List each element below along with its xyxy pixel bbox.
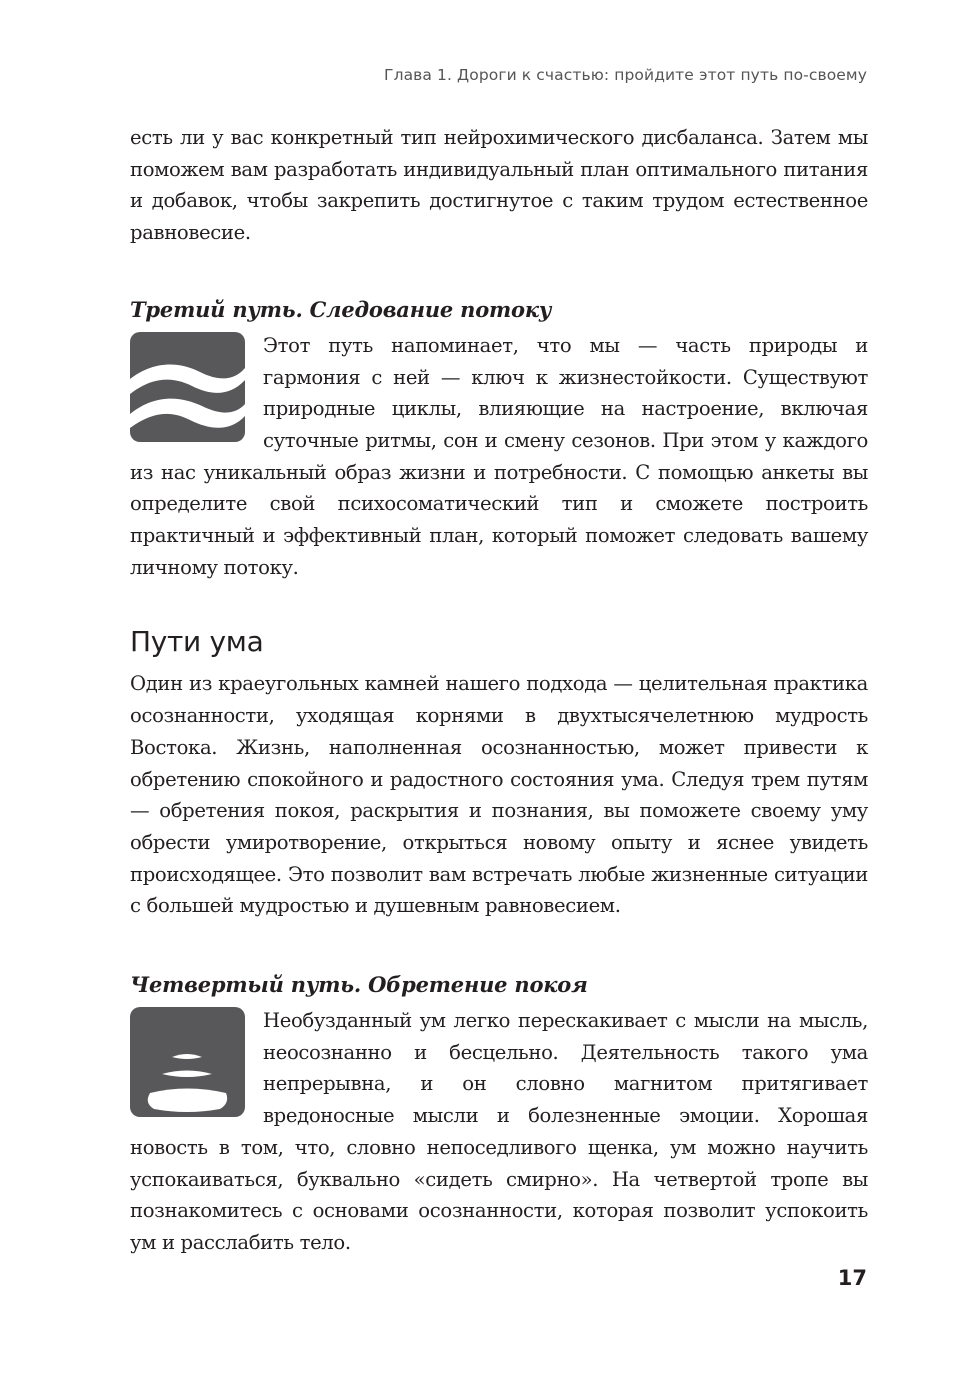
waves-icon	[130, 332, 245, 442]
fourth-path-section	[130, 1005, 868, 1259]
intro-paragraph: есть ли у вас конкретный тип нейрохимического дисбаланса. Затем мы поможем вам разработать индивидуальный план оптимального питания и добавок, чтобы закрепить достигнутое с таким трудом естественное равновесие.	[130, 126, 868, 245]
fourth-path-text: Необузданный ум легко перескакивает с мысли на мысль, неосознанно и бесцельно. Деятельность такого ума непрерывна, и он словно магнитом притягивает вредоносные мысли и болезненные эмоции. Хорошая новость в том, что, словно непоседливого щенка, ум можно научить успокаиваться, буквально «сидеть смирно». На четвертой тропе вы познакомитесь с основами осознанности, которая позволит успокоить ум и расслабить тело.	[130, 1009, 868, 1254]
mind-paths-text: Один из краеугольных камней нашего подхода — целительная практика осознанности, уходящая корнями в двухтысячелетнюю мудрость Востока. Жизнь, наполненная осознанностью, может привести к обретению спокойного и радостного состояния ума. Следуя трем путям — обретения покоя, раскрытия и познания, вы поможете своему уму обрести умиротворение, открыться новому опыту и яснее увидеть происходящее. Это позволит вам встречать любые жизненные ситуации с большей мудростью и душевным равновесием.	[130, 672, 868, 918]
page-number: 17	[837, 1266, 867, 1290]
page-body	[130, 122, 868, 1259]
third-path-section	[130, 330, 868, 584]
third-path-text: Этот путь напоминает, что мы — часть природы и гармония с ней — ключ к жизнестойкости. Существуют природные циклы, влияющие на настроение, включая суточные ритмы, сон и смену сезонов. При этом у каждого из нас уникальный образ жизни и потребности. С помощью анкеты вы определите свой психосоматический тип и сможете построить практичный и эффективный план, который поможет следовать вашему личному потоку.	[130, 333, 868, 579]
third-path-heading: Третий путь. Следование потоку	[130, 296, 552, 322]
mind-paths-title: Пути ума	[130, 625, 264, 659]
fourth-path-heading: Четвертый путь. Обретение покоя	[130, 972, 588, 998]
running-header: Глава 1. Дороги к счастью: пройдите этот путь по-своему	[384, 66, 867, 84]
stacked-stones-icon	[130, 1007, 245, 1117]
